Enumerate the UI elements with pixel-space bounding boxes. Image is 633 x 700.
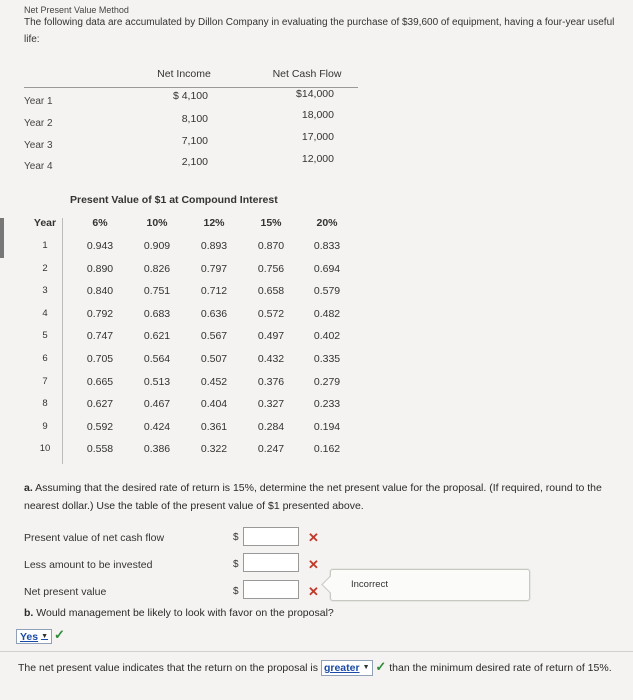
data-row-label: Year 2 (24, 118, 53, 129)
pv-value-cell: 0.833 (313, 240, 341, 252)
favor-select-value: Yes (20, 630, 39, 643)
pv-value-cell: 0.870 (257, 240, 285, 252)
net-present-value-input[interactable] (243, 580, 299, 599)
pv-value-cell: 0.452 (200, 375, 228, 388)
pv-value-cell: 0.665 (86, 375, 114, 388)
pv-value-cell: 0.497 (257, 330, 285, 343)
pv-value-cell: 0.361 (200, 420, 228, 433)
comparison-select-value: greater (323, 662, 360, 674)
feedback-text: Incorrect (351, 579, 388, 590)
pv-value-cell: 0.797 (200, 262, 228, 275)
pv-rate-header: 10% (146, 217, 168, 229)
col-net-cash-flow: Net Cash Flow (272, 68, 342, 80)
pv-value-cell: 0.376 (257, 375, 285, 388)
pv-value-cell: 0.893 (200, 240, 228, 252)
net-present-value-label: Net present value (24, 586, 107, 598)
pv-value-cell: 0.636 (200, 307, 228, 320)
conclusion (18, 657, 628, 678)
check-icon: ✓ (54, 627, 65, 642)
pv-value-cell: 0.890 (86, 262, 114, 275)
bubble-pointer (321, 575, 339, 593)
pv-year-cell: 5 (42, 330, 48, 342)
amount-invested-label: Less amount to be invested (24, 559, 153, 571)
question-b-label: b. (24, 607, 34, 619)
pv-value-cell: 0.247 (257, 443, 285, 456)
amount-invested-input[interactable] (243, 553, 299, 572)
pv-rate-header: 20% (316, 217, 338, 229)
pv-value-cell: 0.233 (313, 398, 341, 411)
pv-value-cell: 0.572 (257, 307, 285, 320)
favor-select[interactable] (16, 629, 52, 644)
pv-value-cell: 0.909 (143, 240, 171, 252)
pv-year-cell: 1 (42, 240, 48, 251)
currency-symbol: $ (233, 586, 239, 597)
data-row-label: Year 4 (24, 161, 53, 172)
pv-value-cell: 0.335 (313, 353, 341, 365)
conclusion-after: than the minimum desired rate of return of 15%. (389, 662, 612, 674)
column-divider (62, 218, 63, 464)
pv-value-cell: 0.683 (143, 307, 171, 320)
pv-rate-header: 15% (260, 217, 282, 229)
pv-value-cell: 0.327 (257, 398, 285, 411)
pv-value-cell: 0.482 (313, 307, 341, 320)
pv-net-cash-flow-label: Present value of net cash flow (24, 532, 165, 544)
net-income-cell: $ 4,100 (172, 90, 208, 102)
check-icon: ✓ (375, 659, 387, 674)
cross-icon: ✕ (308, 584, 319, 599)
pv-value-cell: 0.507 (200, 353, 228, 365)
pv-value-cell: 0.279 (313, 375, 341, 388)
pv-year-cell: 2 (42, 262, 48, 274)
pv-value-cell: 0.404 (200, 398, 228, 411)
net-income-cell: 7,100 (181, 135, 208, 147)
pv-value-cell: 0.658 (257, 285, 285, 298)
net-income-cell: 8,100 (181, 113, 208, 125)
pv-value-cell: 0.513 (143, 375, 171, 388)
pv-value-cell: 0.386 (143, 443, 171, 456)
page-title: Net Present Value Method (24, 5, 129, 15)
pv-value-cell: 0.467 (143, 398, 171, 411)
pv-net-cash-flow-input[interactable] (243, 527, 299, 546)
pv-value-cell: 0.579 (313, 285, 341, 298)
pv-value-cell: 0.712 (200, 285, 228, 298)
pv-rate-header: 12% (203, 217, 225, 229)
pv-year-cell: 8 (42, 398, 48, 410)
data-row-label: Year 1 (24, 96, 53, 107)
net-cash-flow-cell: 18,000 (301, 109, 334, 121)
pv-table-title: Present Value of $1 at Compound Interest (70, 194, 278, 206)
conclusion-before: The net present value indicates that the return on the proposal is (18, 662, 319, 674)
pv-value-cell: 0.194 (313, 420, 341, 433)
net-cash-flow-cell: 12,000 (301, 153, 334, 165)
pv-value-cell: 0.840 (86, 285, 114, 298)
currency-symbol: $ (233, 532, 239, 543)
pv-value-cell: 0.751 (143, 285, 171, 298)
chevron-down-icon: ▼ (41, 633, 49, 640)
pv-value-cell: 0.284 (257, 420, 285, 433)
pv-year-cell: 9 (42, 420, 48, 432)
pv-year-cell: 7 (42, 375, 48, 387)
pv-value-cell: 0.621 (143, 330, 171, 343)
pv-rate-header: 6% (92, 217, 108, 229)
pv-value-cell: 0.424 (143, 420, 171, 433)
table-edge (0, 218, 4, 258)
question-b-text: Would management be likely to look with favor on the proposal? (36, 607, 334, 619)
pv-value-cell: 0.564 (143, 353, 171, 365)
pv-value-cell: 0.402 (313, 330, 341, 343)
pv-value-cell: 0.322 (200, 443, 228, 456)
pv-value-cell: 0.694 (313, 262, 341, 275)
pv-year-cell: 3 (42, 285, 48, 297)
pv-value-cell: 0.792 (86, 307, 114, 320)
data-row-label: Year 3 (24, 140, 53, 151)
question-b (24, 607, 334, 619)
pv-value-cell: 0.756 (257, 262, 285, 275)
pv-year-cell: 6 (42, 353, 48, 364)
pv-value-cell: 0.747 (86, 330, 114, 343)
net-cash-flow-cell: 17,000 (301, 131, 334, 143)
pv-value-cell: 0.162 (313, 443, 341, 456)
comparison-select[interactable] (321, 660, 373, 676)
divider (0, 651, 633, 652)
problem-intro: The following data are accumulated by Dillon Company in evaluating the purchase of $39,600 of equipment, having a four-year useful life: (24, 17, 615, 45)
pv-value-cell: 0.627 (86, 398, 114, 411)
question-a-text: Assuming that the desired rate of return is 15%, determine the net present value for the proposal. (If required, round to the nearest dollar.) Use the table of the present value of $1 presented above. (24, 482, 602, 512)
cross-icon: ✕ (308, 557, 319, 572)
question-a (24, 479, 624, 515)
pv-value-cell: 0.705 (86, 353, 114, 365)
pv-value-cell: 0.567 (200, 330, 228, 343)
net-cash-flow-cell: $14,000 (296, 88, 334, 100)
pv-value-cell: 0.558 (86, 443, 114, 456)
pv-value-cell: 0.432 (257, 353, 285, 365)
pv-value-cell: 0.943 (86, 240, 114, 252)
pv-year-cell: 10 (39, 443, 51, 455)
feedback-bubble (330, 569, 530, 601)
pv-year-cell: 4 (42, 307, 48, 319)
question-a-label: a. (24, 482, 33, 494)
pv-year-header: Year (33, 217, 57, 229)
chevron-down-icon: ▼ (362, 664, 370, 671)
currency-symbol: $ (233, 559, 239, 570)
net-income-cell: 2,100 (181, 156, 208, 168)
cross-icon: ✕ (308, 530, 319, 545)
pv-value-cell: 0.592 (86, 420, 114, 433)
pv-value-cell: 0.826 (143, 262, 171, 275)
col-net-income: Net Income (157, 68, 211, 80)
